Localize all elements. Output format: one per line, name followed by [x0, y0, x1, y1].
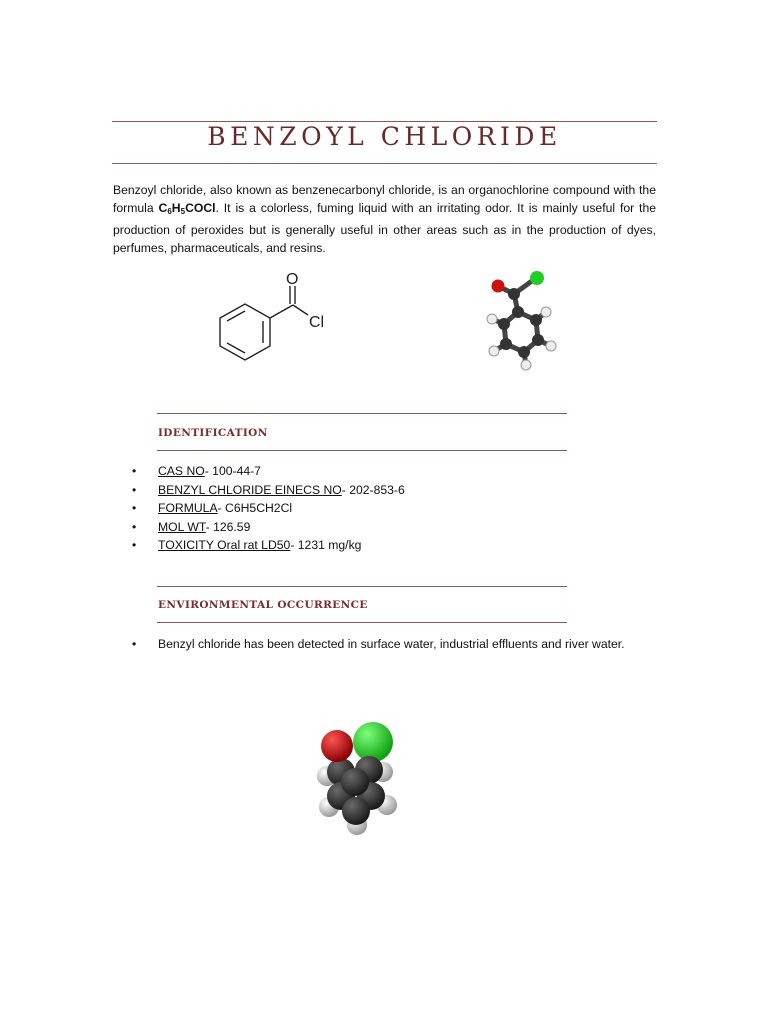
carbon-atom — [530, 314, 542, 326]
list-item: • FORMULA- C6H5CH2Cl — [158, 499, 405, 518]
identification-top-rule — [157, 413, 567, 414]
carbon-atom — [508, 288, 520, 300]
bullet-icon: • — [132, 501, 137, 515]
carbon-atom — [498, 318, 510, 330]
list-item: • BENZYL CHLORIDE EINECS NO- 202-853-6 — [158, 481, 405, 500]
environmental-bottom-rule — [157, 622, 567, 623]
bullet-icon: • — [132, 637, 137, 651]
carbon-atom — [532, 334, 544, 346]
hydrogen-atom — [489, 346, 499, 356]
environmental-top-rule — [157, 586, 567, 587]
identification-list — [132, 462, 405, 555]
space-filling-model — [305, 712, 415, 842]
list-item: • CAS NO- 100-44-7 — [158, 462, 405, 481]
list-item: • TOXICITY Oral rat LD50- 1231 mg/kg — [158, 536, 405, 555]
hydrogen-atom — [487, 314, 497, 324]
oxygen-atom — [492, 280, 505, 293]
hydrogen-atom — [541, 307, 551, 317]
carbon-atom — [500, 338, 512, 350]
hydrogen-atom — [521, 360, 531, 370]
carbon-atom — [342, 797, 370, 825]
bullet-icon: • — [132, 464, 137, 478]
environmental-list-item: • Benzyl chloride has been detected in surface water, industrial effluents and river water. — [158, 635, 644, 654]
title-bottom-rule — [112, 163, 657, 164]
chlorine-atom — [353, 722, 393, 762]
identification-heading: IDENTIFICATION — [158, 427, 268, 439]
environmental-heading: ENVIRONMENTAL OCCURRENCE — [158, 599, 368, 611]
carbon-atom — [512, 306, 524, 318]
hydrogen-atom — [546, 341, 556, 351]
page-title: BENZOYL CHLORIDE — [207, 122, 562, 151]
ball-and-stick-model — [480, 266, 570, 376]
identification-bottom-rule — [157, 450, 567, 451]
carbon-atom — [518, 346, 530, 358]
list-item: • MOL WT- 126.59 — [158, 518, 405, 537]
bullet-icon: • — [132, 482, 137, 497]
carbon-atom — [341, 768, 369, 796]
intro-paragraph: Benzoyl chloride, also known as benzenecarbonyl chloride, is an organochlorine compound with the formula $C_6H_5COCl$. It is a colorless, fuming liquid with an irritating odor. It is mainly useful for the production of peroxides but is generally useful in other areas such as in the production of dyes, perfumes, pharmaceuticals, and resins. — [113, 183, 657, 255]
bullet-icon: • — [132, 538, 137, 552]
oxygen-atom-label: O — [286, 271, 299, 288]
oxygen-atom — [321, 730, 353, 762]
skeletal-structure-diagram — [210, 268, 350, 368]
bullet-icon: • — [132, 519, 137, 534]
chlorine-atom — [530, 271, 544, 285]
chlorine-atom-label: Cl — [309, 314, 325, 331]
